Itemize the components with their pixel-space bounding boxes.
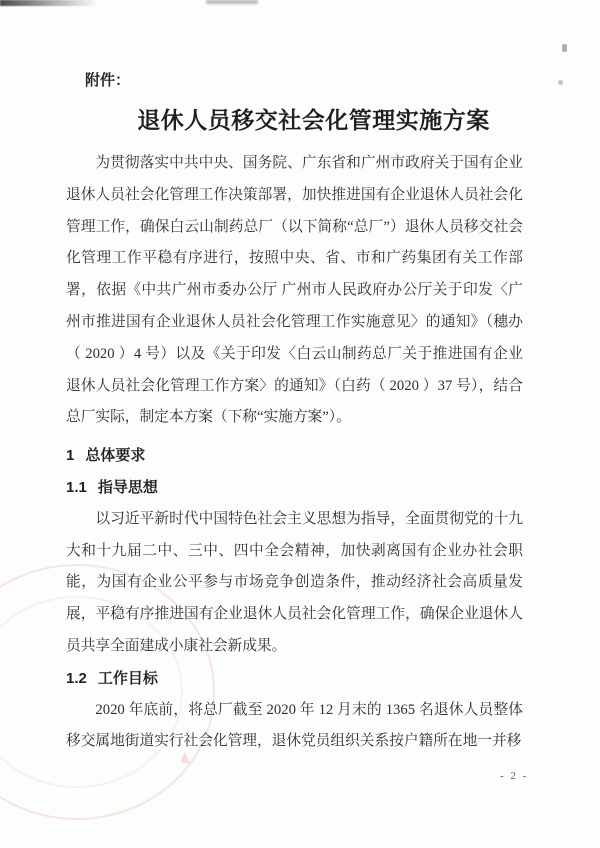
scan-speck-right-upper: [562, 44, 567, 52]
scan-smudge-top-left: [0, 0, 98, 6]
document-title: 退休人员移交社会化管理实施方案: [137, 108, 490, 133]
scan-smudge-top-middle: [206, 0, 258, 4]
paragraph-work-target: 2020 年底前，将总厂截至 2020 年 12 月末的 1365 名退休人员整体移交属地街道实行社会化管理，退休党员组织关系按户籍所在地一并移: [66, 701, 523, 750]
page-number: - 2 -: [500, 770, 529, 782]
heading-1-1-number: 1.1: [66, 478, 87, 496]
heading-1-text: 总体要求: [85, 447, 146, 465]
heading-1-1: [66, 472, 523, 504]
paragraph-guiding-ideology: 以习近平新时代中国特色社会主义思想为指导，全面贯彻党的十九大和十九届二中、三中、四中全会精神，加快剥离国有企业办社会职能，为国有企业公平参与市场竞争创造条件，推动经济社会高质量发展，平稳有序推进国有企业退休人员社会化管理工作，确保企业退休人员共享全面建成小康社会新成果。: [66, 510, 523, 654]
scan-speck-right-lower: [558, 80, 563, 85]
heading-1-2: [66, 663, 523, 695]
heading-1-2-text: 工作目标: [97, 669, 158, 687]
attachment-label: 附件：: [85, 72, 131, 89]
paragraph-intro: 为贯彻落实中共中央、国务院、广东省和广州市政府关于国有企业退休人员社会化管理工作决策部署，加快推进国有企业退休人员社会化管理工作，确保白云山制药总厂（以下简称“总厂”）退休人员移交社会化管理工作平稳有序进行，按照中央、省、市和广药集团有关工作部署，依据《中共广州市委办公厅 广州市人民政府办公厅关于印发〈广州市推进国有企业退休人员社会化管理工作实施意见〉的通知》（穗办（ 2020 ）4 号）以及《关于印发〈白云山制药总厂关于推进国有企业退休人员社会化管理工作方案〉的通知》（白药（ 2020 ）37 号），结合总厂实际，制定本方案（下称“实施方案”）。: [66, 155, 523, 426]
document-content: [66, 66, 523, 758]
heading-1-number: 1: [66, 447, 75, 465]
heading-1-2-number: 1.2: [66, 669, 87, 687]
heading-1: [66, 440, 523, 472]
heading-1-1-text: 指导思想: [97, 478, 158, 496]
